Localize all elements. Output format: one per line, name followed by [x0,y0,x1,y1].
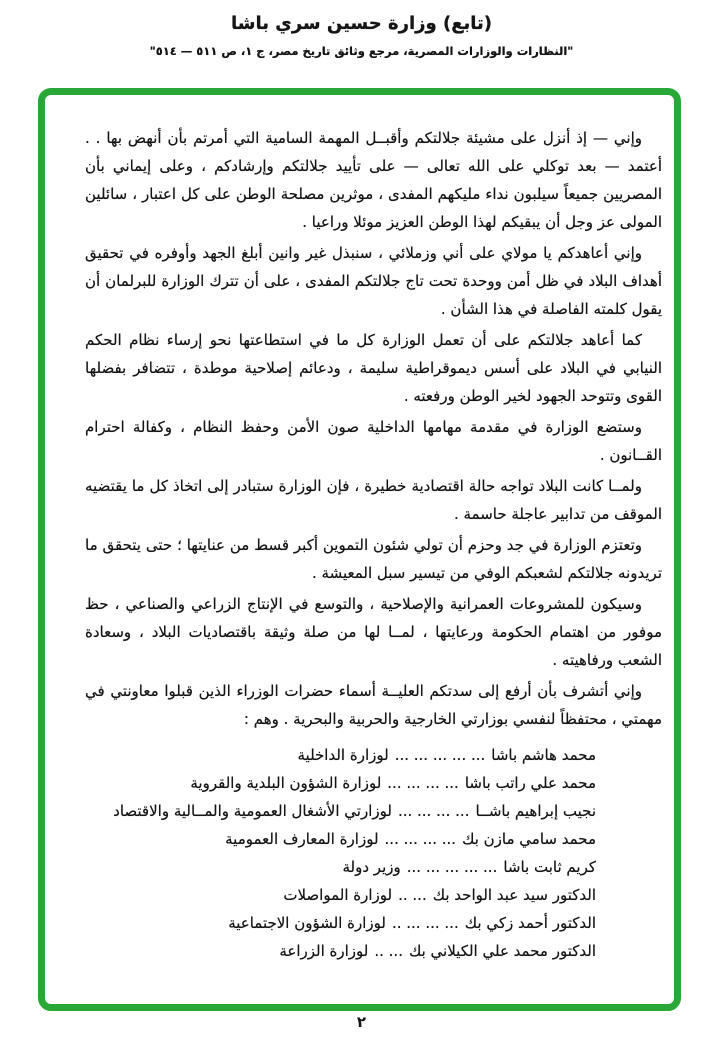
minister-portfolio: لوزارة الشؤون الاجتماعية [228,914,386,932]
page-title: (تابع) وزارة حسين سري باشا [230,13,492,34]
minister-row [85,741,662,769]
minister-name: محمد سامي مازن بك [462,830,596,848]
minister-name: الدكتور محمد علي الكيلاني بك [408,942,596,960]
dots-leader: ... ... ... ... [397,802,470,820]
dots-leader: ... .. [398,886,427,904]
minister-row [85,825,662,853]
paragraph: وإني — إذ أنزل على مشيئة جلالتكم وأقبــل المهمة السامية التي أمرتم بأن أنهض بها . . أعتمد — بعد توكلي على الله تعالى — على تأييد جلالتكم وإرشادكم ، وعلى إيماني بأن المصريين جميعاً سيلبون نداء مليكهم المفدى ، موثرين مصلحة الوطن على كل اعتبار ، سائلين المولى عز وجل أن يبقيكم لهذا الوطن العزيز موئلا وراعيا . [85,129,662,231]
minister-name: نجيب إبراهيم باشــا [475,802,596,820]
dots-leader: ... ... ... ... [387,774,459,792]
paragraph: وستضع الوزارة في مقدمة مهامها الداخلية صون الأمن وحفظ النظام ، وكفالة احترام القــانون . [85,418,662,464]
document-body [85,124,662,965]
minister-portfolio: وزير دولة [342,858,401,876]
minister-portfolio: لوزارة المواصلات [283,886,393,904]
dots-leader: ... ... ... ... ... [394,746,486,764]
ministers-list [85,741,662,965]
minister-row [85,909,662,937]
minister-name: كريم ثابت باشا [503,858,596,876]
minister-name: الدكتور سيد عبد الواحد بك [432,886,596,904]
paragraph: وسيكون للمشروعات العمرانية والإصلاحية ، والتوسع في الإنتاج الزراعي والصناعي ، حظ موفور من اهتمام الحكومة ورعايتها ، لمــا لها من صلة وثيقة باقتصاديات البلاد ، وسعادة الشعب ورفاهيته . [85,595,662,669]
minister-portfolio: لوزارة الداخلية [297,746,389,764]
minister-name: الدكتور أحمد زكي بك [464,914,596,932]
minister-row [85,881,662,909]
dots-leader: ... ... ... .. [391,914,459,932]
minister-portfolio: لوزارة الشؤون البلدية والقروية [190,774,382,792]
minister-name: محمد علي راتب باشا [464,774,596,792]
minister-portfolio: لوزارة المعارف العمومية [225,830,379,848]
source-citation: "النظارات والوزارات المصرية، مرجع وثائق تاريخ مصر، ج ١، ص ٥١١ — ٥١٤" [149,44,574,58]
page-number: ٢ [356,1013,367,1031]
dots-leader: ... ... ... ... [384,830,457,848]
paragraph: وإني أتشرف بأن أرفع إلى سدتكم العليــة أسماء حضرات الوزراء الذين قبلوا معاونتي في مهمتي ، محتفظاً لنفسي بوزارتي الخارجية والحربية والبحرية . وهم : [85,682,662,728]
paragraph: كما أعاهد جلالتكم على أن تعمل الوزارة كل ما في استطاعتها نحو إرساء نظام الحكم النيابي في البلاد على أسس ديموقراطية سليمة ، ودعائم إصلاحية موطدة ، تتضافر بفضلها القوى وتتوحد الجهود لخير الوطن ورفعته . [85,331,662,405]
minister-row [85,769,662,797]
dots-leader: ... .. [374,942,403,960]
minister-portfolio: لوزارة الزراعة [279,942,369,960]
paragraph: ولمــا كانت البلاد تواجه حالة اقتصادية خطيرة ، فإن الوزارة ستبادر إلى اتخاذ كل ما يقتضيه الموقف من تدابير عاجلة حاسمة . [85,477,662,523]
minister-name: محمد هاشم باشا [491,746,596,764]
paragraph: وإني أعاهدكم يا مولاي على أني وزملائي ، سنبذل غير وانين أبلغ الجهد وأوفره في تحقيق أهداف البلاد في ظل أمن ووحدة تحت تاج جلالتكم المفدى ، على أن تترك الوزارة للبرلمان أن يقول كلمته الفاصلة في هذا الشأن . [85,244,662,318]
minister-row [85,797,662,825]
paragraph: وتعتزم الوزارة في جد وحزم أن تولي شئون التموين أكبر قسط من عنايتها ؛ حتى يتحقق ما تريدونه جلالتكم لشعبكم الوفي من تيسير سبل المعيشة . [85,536,662,582]
minister-row [85,937,662,965]
dots-leader: ... ... ... ... ... [406,858,498,876]
minister-portfolio: لوزارتي الأشغال العمومية والمــالية والاقتصاد [113,802,392,820]
minister-row [85,853,662,881]
